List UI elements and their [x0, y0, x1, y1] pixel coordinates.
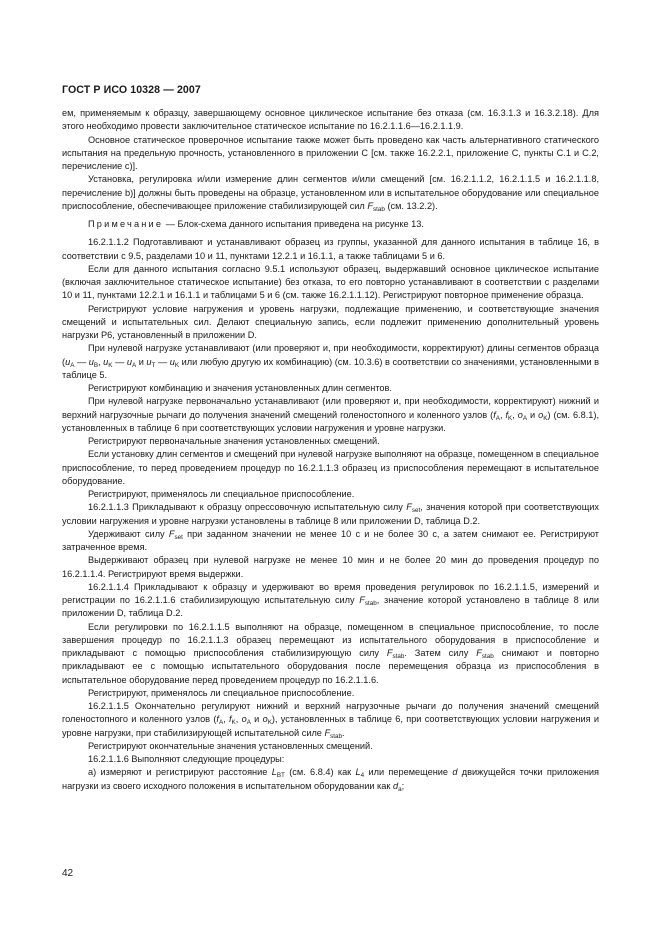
paragraph-text: ) (см. 6.8.1), установленных в таблице 6 при соответствующих условии нагружения и уровне нагрузки. [62, 409, 599, 433]
paragraph-text: при заданном значении не менее 10 с и не более 30 с, а затем снимают ее. Регистрируют затраченное время. [62, 528, 600, 552]
paragraph-17 [62, 621, 599, 687]
subscript: B [93, 361, 99, 369]
subscript: A [495, 414, 500, 422]
paragraph-text: Регистрируют условие нагружения и уровень нагрузки, подлежащие применению, и соответствующие значения смещений и испытательных сил. Делают специальную запись, если подлежит применению дополнительный уровень нагрузки Р6, установленный в приложении D. [62, 303, 599, 340]
paragraph-text: Выдерживают образец при нулевой нагрузке не менее 10 мин и не более 20 мин до проведения процедур по 16.2.1.1.4. Регистрируют время выдержки. [62, 555, 599, 579]
paragraph-1 [62, 107, 599, 134]
paragraph-14 [62, 528, 599, 555]
symbol-u: u [103, 356, 109, 367]
paragraph-text: Если регулировки по 16.2.1.1.5 выполняют на образце, помещенном в специальное приспособление, то после завершения процедур по 16.2.1.1.3 образец перемещают из испытательного оборудования в приспособление и прикладывают с помощью приспособления стабилизирующую силу [62, 621, 599, 658]
paragraph-text: Регистрируют, применялось ли специальное приспособление. [88, 489, 355, 499]
dash: — [155, 356, 170, 367]
paragraph-text: , значения которой при соответствующих условии нагружения и уровне нагрузки установлены в таблице 8 или приложении D, таблица D.2. [62, 502, 599, 526]
symbol-d: d [452, 767, 458, 778]
document-body [62, 107, 599, 793]
subscript: stab [330, 732, 343, 740]
symbol-f: F [367, 200, 373, 211]
subscript: stab [364, 600, 377, 607]
paragraph-20 [62, 740, 599, 753]
paragraph-19 [62, 700, 599, 740]
subscript: A [218, 719, 224, 727]
paragraph-12 [62, 488, 599, 501]
symbol-f: f [216, 714, 219, 725]
paragraph-text: ), установленных в таблице 6, при соответствующих условии нагружения и уровне нагрузки, при стабилизирующей испытательной силе [62, 714, 599, 738]
note [62, 218, 599, 231]
paragraph-text: ; [401, 780, 405, 791]
subscript: K [267, 719, 272, 727]
page-number: 42 [62, 868, 74, 879]
paragraph-text: 16.2.1.1.3 Прикладывают к образцу опрессовочную испытательную силу [88, 502, 407, 513]
symbol-u: u [169, 356, 175, 367]
subscript: 4 [360, 772, 365, 780]
subscript: K [508, 414, 513, 422]
paragraph-15 [62, 554, 599, 581]
paragraph-text: Установка, регулировка и/или измерение длин сегментов и/или смещений [см. 16.2.1.1.2, 16.2.1.1.5 и 16.2.1.1.8, перечисление b)] должны быть проведены на образце, установленном или в испытательное оборудование или специальное приспособление, обеспечивающее приложение стабилизирующей сил [62, 174, 599, 211]
subscript: K [543, 414, 548, 422]
subscript: a [398, 785, 402, 793]
paragraph-text: . [342, 727, 345, 738]
symbol-f: f [228, 714, 232, 725]
paragraph-text: Регистрируют комбинацию и значения установленных длин сегментов. [88, 383, 392, 393]
comma: , [98, 356, 104, 367]
paragraph-text: При нулевой нагрузке устанавливают (или проверяют и, при необходимости, корректируют) длины сегментов образца ( [62, 343, 599, 367]
paragraph-text: снимают и повторно прикладывают ее с помощью испытательного оборудования после перемещения образца из приспособления в испытательное оборудование перед проведением процедур по 16.2.1.1.6. [62, 648, 599, 685]
subscript: K [108, 361, 113, 369]
symbol-u: u [65, 356, 71, 367]
paragraph-text: Основное статическое проверочное испытание также может быть проведено как часть альтернативного статического испытания на предельную прочность, установленного в приложении С [см. также 16.2.2.1, приложение С, пункты С.1 и С.2, перечисление с)]. [62, 134, 599, 171]
symbol-u: u [88, 356, 94, 367]
paragraph-text: Если установку длин сегментов и смещений при нулевой нагрузке выполняют на образце, помещенном в специальное приспособление, то перед проведением процедур по 16.2.1.1.3 образец из приспособления перемещают в испытательное оборудование. [62, 449, 599, 486]
paragraph-13 [62, 501, 599, 528]
subscript: stab [392, 653, 405, 660]
subscript: A [246, 719, 251, 727]
paragraph-text: или любую другую их комбинацию) (см. 10.3.6) в соответствии со значениями, установленными в таблице 5. [62, 356, 600, 380]
symbol-l: L [355, 767, 361, 778]
symbol-f: f [505, 409, 509, 420]
paragraph-text: Если для данного испытания согласно 9.5.1 используют образец, выдержавший основное циклическое испытание (включая заключительное статическое испытание) без отказа, то его повторно устанавливают в соответствии с разделами 10 и 11, пунктами 12.2.1 и 16.1.1 и таблицами 5 и 6 (см. также 16.2.1.1.12). Регистрируют повторное применение образца. [62, 263, 599, 301]
subscript: set [411, 507, 421, 515]
symbol-f: F [476, 648, 482, 658]
paragraph-text: ем, применяемым к образцу, завершающему основное циклическое испытание без отказа (см. 16.3.1.3 и 16.3.2.18). Для этого необходимо провести заключительное статическое испытание по 16.2.1.1.6—16.2.1.1.9. [62, 108, 599, 132]
paragraph-text: а) измеряют и регистрируют расстояние [88, 767, 272, 778]
symbol-u: u [126, 356, 132, 367]
paragraph-text: . Затем силу [404, 648, 477, 658]
subscript: stab [481, 653, 494, 660]
paragraph-21 [62, 753, 599, 766]
symbol-u: u [146, 356, 152, 367]
paragraph-2 [62, 134, 599, 174]
conjunction: и [527, 409, 539, 420]
paragraph-text: или перемещение [364, 767, 453, 778]
subscript: K [174, 361, 180, 369]
symbol-f: F [324, 727, 331, 738]
paragraph-text: , значение которой установлено в таблице 8 или приложении D, таблица D.2. [62, 595, 599, 619]
subscript: A [70, 361, 75, 369]
subscript: stab [372, 205, 385, 213]
symbol-f: F [406, 502, 412, 513]
symbol-f: F [359, 595, 365, 605]
subscript: A [522, 414, 528, 422]
paragraph-text: 16.2.1.1.2 Подготавливают и устанавливают образец из группы, указанной для данного испытания в таблице 16, в соответствии с 9.5, разделами 10 и 11, пунктами 12.2.1 и 16.1.1, а также таблицами 5 и 6. [62, 237, 599, 261]
paragraph-16 [62, 581, 599, 621]
paragraph-4 [62, 236, 599, 263]
paragraph-5 [62, 263, 599, 303]
page-header: ГОСТ Р ИСО 10328 — 2007 [62, 84, 201, 96]
paragraph-text: Регистрируют, применялось ли специальное приспособление. [88, 687, 355, 698]
subscript: BT [276, 772, 285, 780]
paragraph-22 [62, 766, 599, 793]
symbol-f: f [493, 409, 496, 420]
paragraph-8 [62, 382, 599, 395]
paragraph-text: При нулевой нагрузке первоначально устанавливают (или проверяют и, при необходимости, корректируют) нижний и верхний нагрузочные рычаги до получения значений смещений голеностопного и коленного узлов ( [62, 396, 599, 420]
paragraph-text: 16.2.1.1.6 Выполняют следующие процедуры: [88, 754, 285, 764]
note-text: — Блок-схема данного испытания приведена на рисунке 13. [163, 219, 424, 229]
dash: — [112, 356, 127, 367]
symbol-o: o [241, 714, 247, 725]
paragraph-text: движущейся точки приложения нагрузки из своего исходного положения в испытательном оборудовании как [62, 767, 599, 791]
paragraph-text: 16.2.1.1.4 Прикладывают к образцу и удерживают во время проведения регулировок по 16.2.1.1.5, измерений и регистрации по 16.2.1.1.6 стабилизирующую испытательную силу [62, 581, 599, 605]
paragraph-text: (см. 6.8.4) как [284, 767, 356, 778]
comma: , [235, 714, 242, 725]
subscript: A [131, 361, 137, 369]
paragraph-text: Регистрируют первоначальные значения установленных смещений. [88, 436, 380, 446]
symbol-o: o [517, 409, 523, 420]
symbol-f: F [168, 528, 175, 539]
symbol-o: o [538, 409, 544, 420]
note-label: Примечание [88, 219, 164, 229]
paragraph-3 [62, 173, 599, 213]
paragraph-text: Регистрируют окончательные значения установленных смещений. [88, 740, 373, 751]
subscript: K [231, 719, 236, 727]
comma: , [512, 409, 518, 420]
symbol-l: L [271, 767, 277, 778]
symbol-f: F [386, 648, 393, 658]
paragraph-11 [62, 448, 599, 488]
comma: , [499, 409, 506, 420]
paragraph-18 [62, 687, 599, 700]
paragraph-text: (см. 13.2.2). [384, 200, 438, 211]
paragraph-text: Удерживают силу [88, 528, 169, 539]
paragraph-9 [62, 395, 599, 435]
conjunction: и [136, 356, 147, 367]
paragraph-text: 16.2.1.1.5 Окончательно регулируют нижний и верхний нагрузочные рычаги до получения значений смещений голеностопного и коленного узлов ( [62, 701, 599, 725]
subscript: set [174, 533, 183, 541]
symbol-o: o [262, 714, 268, 725]
subscript: T [151, 361, 156, 369]
paragraph-6 [62, 303, 599, 343]
comma: , [223, 714, 229, 725]
dash: — [74, 356, 89, 367]
paragraph-7 [62, 342, 599, 382]
symbol-d: d [392, 780, 399, 791]
paragraph-10 [62, 435, 599, 448]
conjunction: и [250, 714, 263, 725]
